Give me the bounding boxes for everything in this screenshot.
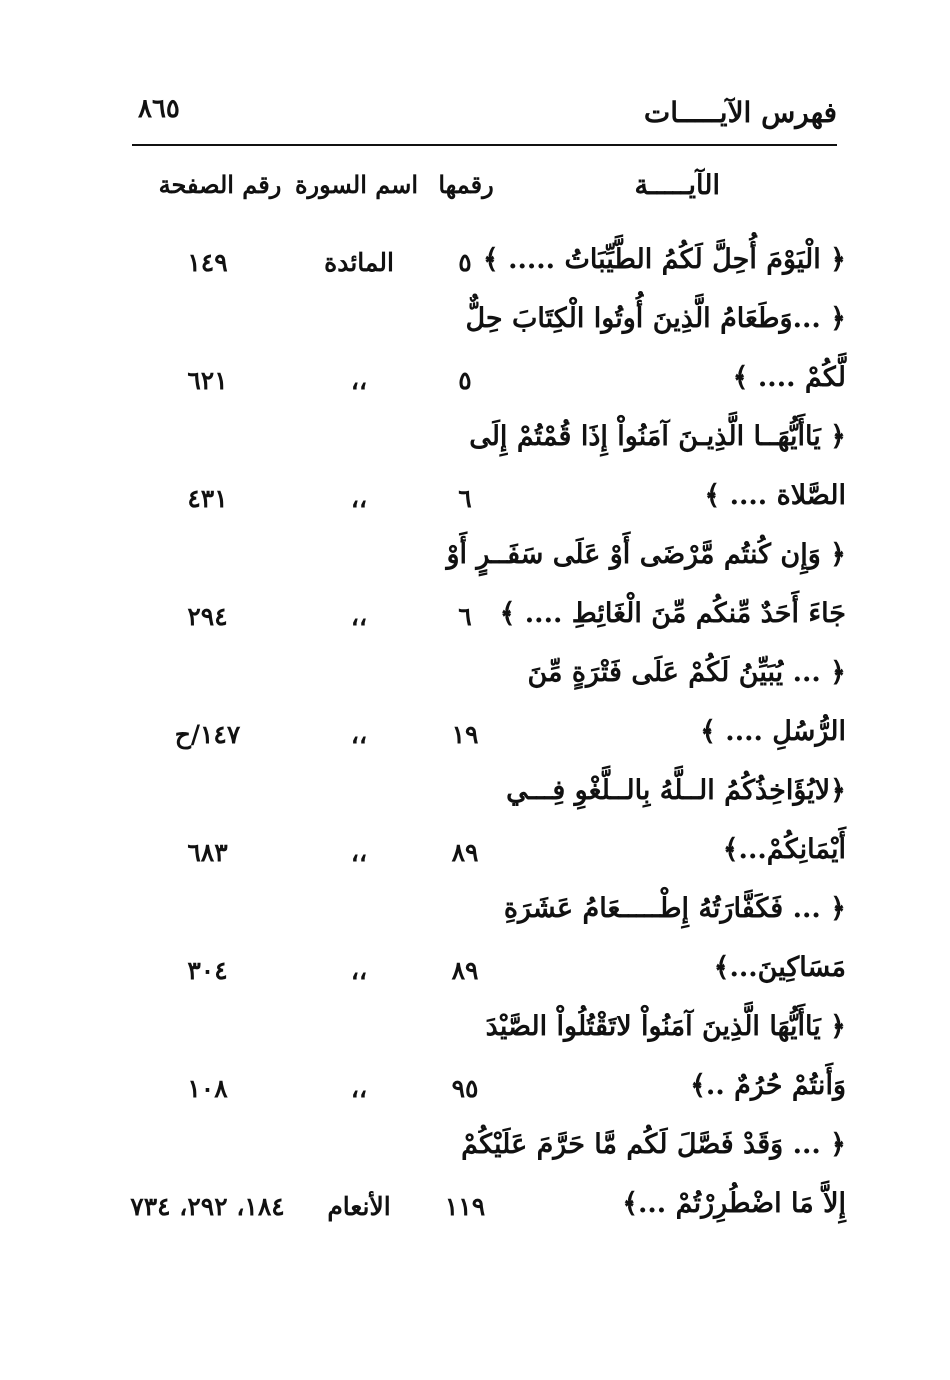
entry-line — [0, 887, 950, 946]
entry-line — [0, 769, 950, 828]
page-reference: ١٨٤، ٢٩٢، ٧٣٤ — [130, 1192, 285, 1221]
entry-line — [0, 1064, 950, 1123]
verse-text: ﴿ ...وَطَعَامُ الَّذِينَ أُوتُوا الْكِتَابَ حِلٌّ — [465, 303, 846, 334]
verse-number: ١٩ — [451, 720, 479, 749]
column-header-surah: اسم السورة — [294, 170, 418, 199]
surah-name: الأنعام — [327, 1192, 391, 1221]
index-title: فهرس الآيـــــات — [643, 96, 837, 129]
verse-text: ﴿ ... يُبَيِّنُ لَكُمْ عَلَى فَتْرَةٍ مِّنَ — [527, 657, 846, 688]
verse-text: مَسَاكِينَ...﴾ — [713, 952, 846, 983]
entry-line — [0, 1182, 950, 1241]
index-entry — [0, 1123, 950, 1241]
page-reference: ١٤٧/ح — [174, 720, 241, 749]
surah-name: ،، — [350, 838, 368, 867]
entry-line — [0, 828, 950, 887]
page-reference: ٢٩٤ — [187, 602, 228, 631]
entry-line — [0, 474, 950, 533]
surah-name: ،، — [350, 484, 368, 513]
verse-text: ﴿لايُؤَاخِذُكُمُ الــلَّهُ بِالــلَّغْوِ فِـــي — [506, 775, 846, 806]
index-entry — [0, 769, 950, 887]
verse-text: جَاءَ أَحَدٌ مِّنكُم مِّنَ الْغَائِطِ .... ﴾ — [499, 598, 846, 629]
column-header-number: رقمها — [438, 170, 494, 199]
index-entry — [0, 651, 950, 769]
verse-text: الرُّسُلِ .... ﴾ — [700, 716, 846, 747]
entry-line — [0, 946, 950, 1005]
surah-name: المائدة — [324, 248, 394, 277]
page-reference: ١٠٨ — [187, 1074, 228, 1103]
entry-line — [0, 651, 950, 710]
verse-text: وَأَنتُمْ حُرُمٌ ..﴾ — [690, 1070, 846, 1101]
index-entry — [0, 887, 950, 1005]
verse-number: ٨٩ — [451, 956, 479, 985]
verse-index-list — [0, 238, 950, 1241]
entry-line — [0, 1123, 950, 1182]
verse-number: ٩٥ — [451, 1074, 479, 1103]
verse-text: ﴿ وَإِن كُنتُم مَّرْضَى أَوْ عَلَى سَفَــرٍ أَوْ — [446, 539, 846, 570]
surah-name: ،، — [350, 1074, 368, 1103]
entry-line — [0, 533, 950, 592]
entry-line — [0, 356, 950, 415]
column-header-page: رقم الصفحة — [158, 170, 282, 199]
page-reference: ١٤٩ — [187, 248, 228, 277]
verse-number: ٦ — [458, 602, 472, 631]
index-entry — [0, 297, 950, 415]
verse-text: إِلاَّ مَا اضْطُرِرْتُمْ ...﴾ — [622, 1188, 846, 1219]
entry-line — [0, 592, 950, 651]
index-entry — [0, 238, 950, 297]
verse-number: ١١٩ — [444, 1192, 486, 1221]
page-reference: ٦٨٣ — [187, 838, 228, 867]
entry-line — [0, 1005, 950, 1064]
verse-text: ﴿ ... وَقَدْ فَصَّلَ لَكُم مَّا حَرَّمَ عَلَيْكُمْ — [461, 1129, 846, 1160]
surah-name: ،، — [350, 602, 368, 631]
entry-line — [0, 297, 950, 356]
column-headers — [0, 170, 950, 220]
running-header — [132, 92, 837, 146]
surah-name: ،، — [350, 956, 368, 985]
page-reference: ٤٣١ — [187, 484, 228, 513]
entry-line — [0, 415, 950, 474]
page-reference: ٦٢١ — [187, 366, 228, 395]
index-entry — [0, 415, 950, 533]
verse-text: ﴿ الْيَوْمَ أُحِلَّ لَكُمُ الطَّيِّبَاتُ ..... ﴾ — [482, 244, 846, 275]
verse-text: ﴿ يَاأَيُّهَــا الَّذِيـنَ آمَنُواْ إِذَا قُمْتُمْ إِلَى — [469, 421, 846, 452]
entry-line — [0, 238, 950, 297]
column-header-verse: الآيـــــة — [634, 170, 720, 201]
index-entry — [0, 1005, 950, 1123]
verse-text: ﴿ يَاأَيُّهَا الَّذِينَ آمَنُواْ لاتَقْتُلُواْ الصَّيْدَ — [485, 1011, 846, 1042]
verse-text: الصَّلاة .... ﴾ — [704, 480, 846, 511]
index-entry — [0, 533, 950, 651]
surah-name: ،، — [350, 720, 368, 749]
entry-line — [0, 710, 950, 769]
verse-number: ٥ — [458, 248, 472, 277]
verse-number: ٨٩ — [451, 838, 479, 867]
verse-number: ٦ — [458, 484, 472, 513]
verse-number: ٥ — [458, 366, 472, 395]
verse-text: أَيْمَانِكُمْ...﴾ — [722, 834, 846, 865]
surah-name: ،، — [350, 366, 368, 395]
page-reference: ٣٠٤ — [187, 956, 228, 985]
verse-text: لَّكُمْ .... ﴾ — [732, 362, 846, 393]
page-number: ٨٦٥ — [138, 94, 180, 124]
verse-text: ﴿ ... فَكَفَّارَتُهُ إِطْـــــعَامُ عَشَرَةِ — [503, 893, 846, 924]
